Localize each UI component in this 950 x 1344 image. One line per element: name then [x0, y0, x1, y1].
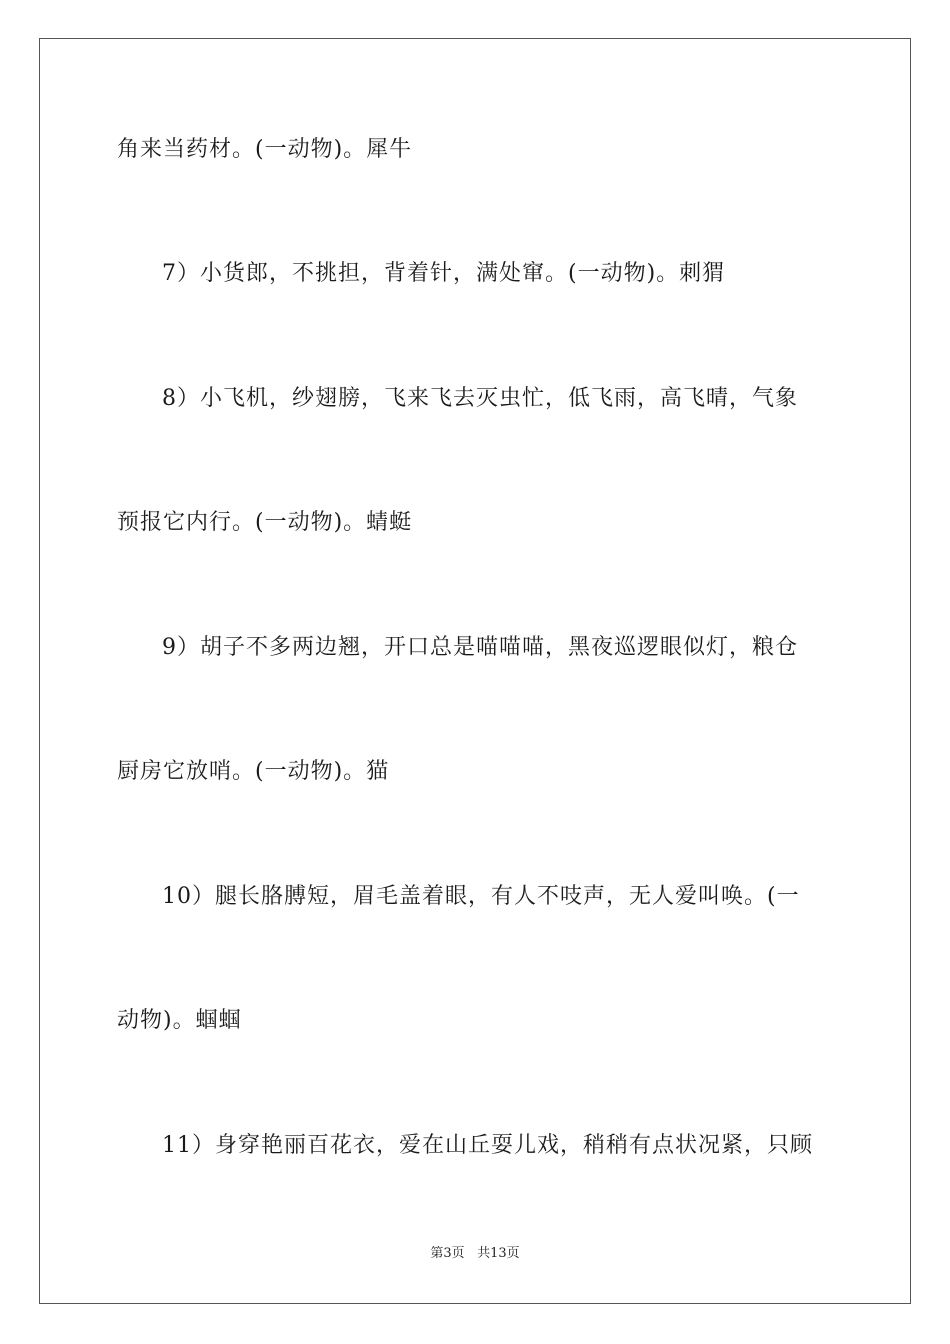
text-line-9: 11）身穿艳丽百花衣，爱在山丘耍儿戏，稍稍有点状况紧，只顾 — [162, 1133, 813, 1158]
text-line-6: 厨房它放哨。(一动物)。猫 — [117, 759, 390, 784]
text-line-1: 角来当药材。(一动物)。犀牛 — [117, 137, 413, 162]
text-line-5: 9）胡子不多两边翘，开口总是喵喵喵，黑夜巡逻眼似灯，粮仓 — [162, 635, 798, 660]
page-number: 第3页 — [430, 1246, 465, 1261]
page-frame — [39, 38, 911, 1304]
text-line-3: 8）小飞机，纱翅膀，飞来飞去灭虫忙，低飞雨，高飞晴，气象 — [162, 386, 798, 411]
page-footer — [0, 1245, 950, 1263]
text-line-4: 预报它内行。(一动物)。蜻蜓 — [117, 510, 413, 535]
text-line-7: 10）腿长胳膊短，眉毛盖着眼，有人不吱声，无人爱叫唤。(一 — [162, 884, 800, 909]
text-line-8: 动物)。蝈蝈 — [117, 1008, 242, 1033]
text-line-2: 7）小货郎，不挑担，背着针，满处窜。(一动物)。刺猬 — [162, 261, 726, 286]
page-total: 共13页 — [477, 1246, 520, 1261]
